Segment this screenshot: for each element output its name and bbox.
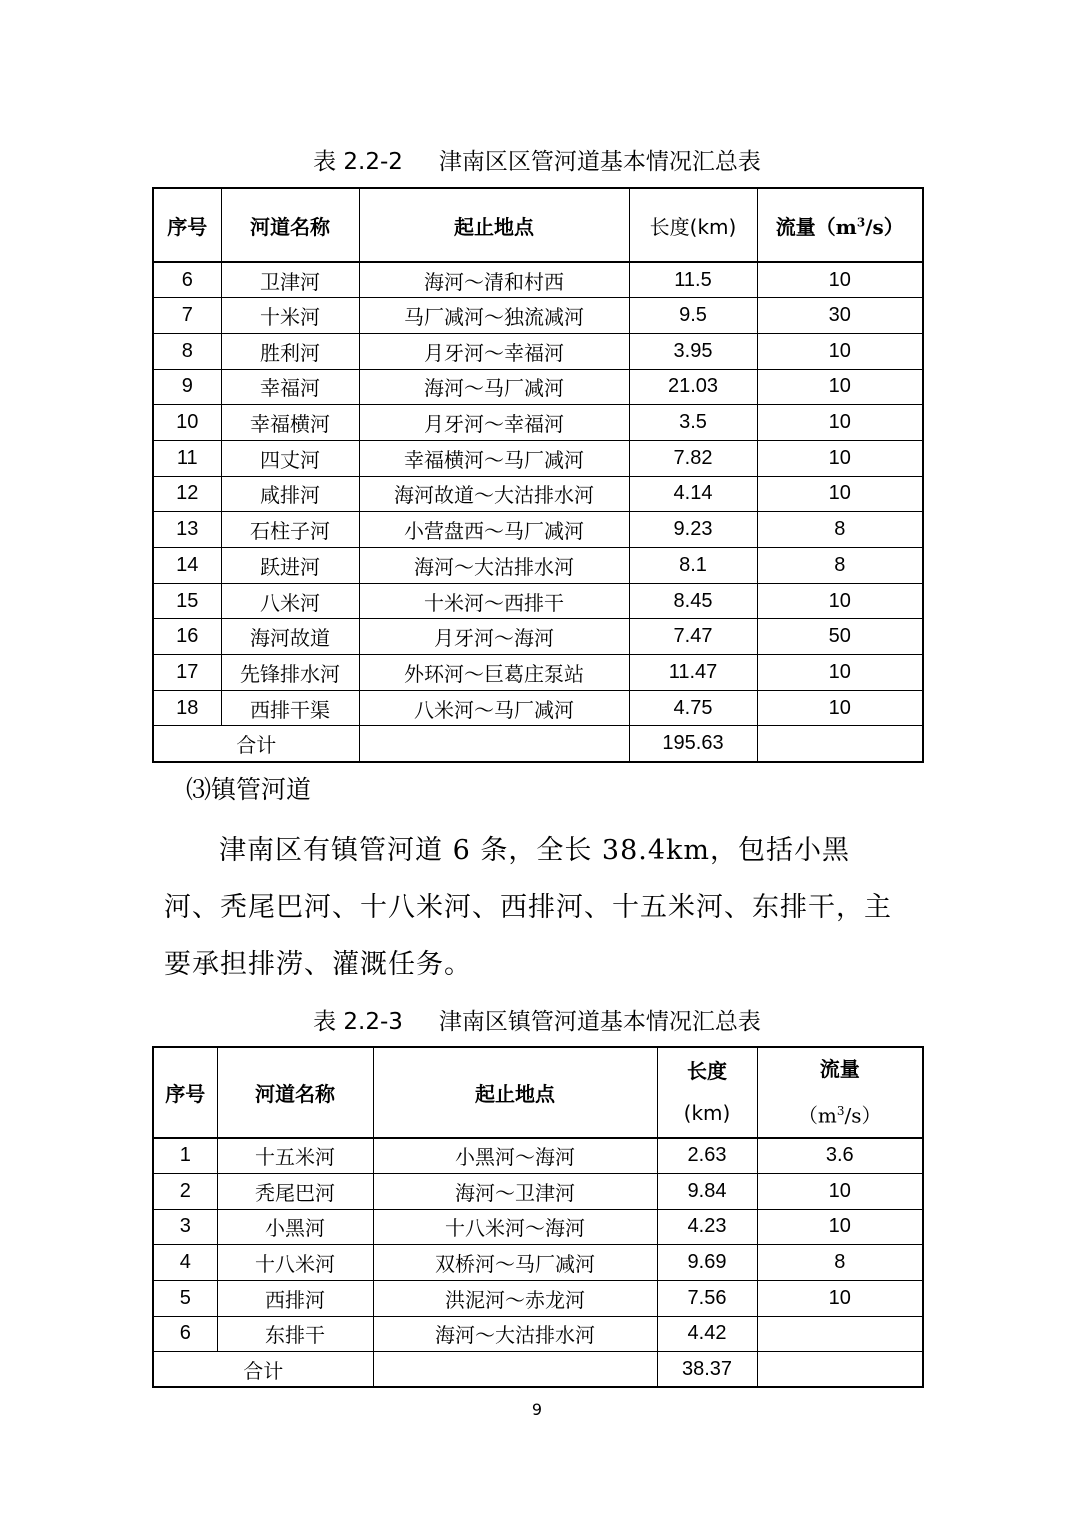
- cell-flow: 30: [757, 298, 923, 334]
- cell-route: 海河～大沽排水河: [359, 548, 629, 584]
- total-row: [153, 726, 923, 762]
- table-row: [153, 1173, 923, 1209]
- cell-no: 7: [153, 298, 221, 334]
- header-length: 长度 (km): [657, 1047, 757, 1138]
- table-row: [153, 1280, 923, 1316]
- cell-name: 胜利河: [221, 333, 359, 369]
- table1-header-row: [153, 188, 923, 262]
- cell-no: 16: [153, 619, 221, 655]
- header-name: 河道名称: [217, 1047, 373, 1138]
- cell-name: 东排干: [217, 1316, 373, 1352]
- page-number: 9: [531, 1400, 543, 1419]
- table-row: [153, 405, 923, 441]
- table-row: [153, 1138, 923, 1174]
- cell-no: 8: [153, 333, 221, 369]
- total-flow: [757, 726, 923, 762]
- cell-name: 十米河: [221, 298, 359, 334]
- cell-route: 海河～卫津河: [373, 1173, 657, 1209]
- cell-flow: 10: [757, 262, 923, 298]
- cell-route: 海河～马厂减河: [359, 369, 629, 405]
- table-row: [153, 476, 923, 512]
- cell-name: 卫津河: [221, 262, 359, 298]
- cell-route: 月牙河～幸福河: [359, 333, 629, 369]
- cell-name: 跃进河: [221, 548, 359, 584]
- cell-flow: 10: [757, 1173, 923, 1209]
- cell-flow: 10: [757, 440, 923, 476]
- cell-length: 3.95: [629, 333, 757, 369]
- cell-flow: 10: [757, 690, 923, 726]
- cell-length: 9.5: [629, 298, 757, 334]
- table-row: [153, 298, 923, 334]
- table1-caption: [0, 143, 1074, 176]
- cell-no: 5: [153, 1280, 217, 1316]
- table1-caption-title: 津南区区管河道基本情况汇总表: [438, 149, 761, 175]
- table-row: [153, 369, 923, 405]
- cell-length: 4.42: [657, 1316, 757, 1352]
- cell-route: 洪泥河～赤龙河: [373, 1280, 657, 1316]
- header-length: 长度(km): [629, 188, 757, 262]
- cell-length: 3.5: [629, 405, 757, 441]
- cell-name: 咸排河: [221, 476, 359, 512]
- cell-flow: 8: [757, 548, 923, 584]
- cell-length: 21.03: [629, 369, 757, 405]
- cell-no: 6: [153, 1316, 217, 1352]
- cell-length: 9.69: [657, 1245, 757, 1281]
- cell-route: 幸福横河～马厂减河: [359, 440, 629, 476]
- cell-route: 十米河～西排干: [359, 583, 629, 619]
- cell-route: 外环河～巨葛庄泵站: [359, 655, 629, 691]
- table2: [152, 1046, 924, 1388]
- cell-name: 小黑河: [217, 1209, 373, 1245]
- cell-name: 十五米河: [217, 1138, 373, 1174]
- cell-route: 月牙河～海河: [359, 619, 629, 655]
- cell-route: 十八米河～海河: [373, 1209, 657, 1245]
- table-row: [153, 512, 923, 548]
- cell-no: 1: [153, 1138, 217, 1174]
- header-flow: 流量$(m^3/s)$: [757, 188, 923, 262]
- table2-header-row: [153, 1047, 923, 1138]
- cell-flow: 8: [757, 512, 923, 548]
- cell-flow: 8: [757, 1245, 923, 1281]
- total-row: [153, 1352, 923, 1388]
- header-route: 起止地点: [373, 1047, 657, 1138]
- header-name: 河道名称: [221, 188, 359, 262]
- cell-length: 4.23: [657, 1209, 757, 1245]
- total-flow: [757, 1352, 923, 1388]
- table2-caption: [0, 1003, 1074, 1036]
- cell-flow: 10: [757, 333, 923, 369]
- cell-route: 马厂减河～独流减河: [359, 298, 629, 334]
- cell-name: 石柱子河: [221, 512, 359, 548]
- table1: [152, 187, 924, 763]
- cell-flow: 50: [757, 619, 923, 655]
- cell-flow: 10: [757, 405, 923, 441]
- cell-route: 小营盘西～马厂减河: [359, 512, 629, 548]
- cell-no: 18: [153, 690, 221, 726]
- cell-flow: 10: [757, 476, 923, 512]
- cell-flow: 10: [757, 655, 923, 691]
- cell-length: 11.47: [629, 655, 757, 691]
- cell-name: 海河故道: [221, 619, 359, 655]
- total-label: 合计: [153, 1352, 373, 1388]
- table-row: [153, 1316, 923, 1352]
- cell-route: 小黑河～海河: [373, 1138, 657, 1174]
- cell-no: 3: [153, 1209, 217, 1245]
- table-row: [153, 619, 923, 655]
- cell-no: 4: [153, 1245, 217, 1281]
- header-flow: 流量 $(m^3/s)$: [757, 1047, 923, 1138]
- cell-name: 先锋排水河: [221, 655, 359, 691]
- cell-flow: 3.6: [757, 1138, 923, 1174]
- cell-length: 4.14: [629, 476, 757, 512]
- cell-flow: [757, 1316, 923, 1352]
- table-row: [153, 690, 923, 726]
- table1-caption-number: 表 2.2-2: [313, 149, 403, 175]
- cell-length: 8.45: [629, 583, 757, 619]
- cell-length: 2.63: [657, 1138, 757, 1174]
- cell-length: 7.82: [629, 440, 757, 476]
- cell-name: 四丈河: [221, 440, 359, 476]
- cell-no: 6: [153, 262, 221, 298]
- header-no: 序号: [153, 1047, 217, 1138]
- cell-flow: 10: [757, 1209, 923, 1245]
- cell-route: 海河～清和村西: [359, 262, 629, 298]
- cell-name: 西排干渠: [221, 690, 359, 726]
- cell-length: 8.1: [629, 548, 757, 584]
- cell-route: 海河故道～大沽排水河: [359, 476, 629, 512]
- cell-no: 9: [153, 369, 221, 405]
- cell-length: 9.23: [629, 512, 757, 548]
- table2-caption-number: 表 2.2-3: [313, 1009, 403, 1035]
- cell-no: 15: [153, 583, 221, 619]
- header-no: 序号: [153, 188, 221, 262]
- header-route: 起止地点: [359, 188, 629, 262]
- cell-no: 2: [153, 1173, 217, 1209]
- total-label: 合计: [153, 726, 359, 762]
- cell-no: 11: [153, 440, 221, 476]
- cell-route: 八米河～马厂减河: [359, 690, 629, 726]
- total-route: [359, 726, 629, 762]
- cell-length: 11.5: [629, 262, 757, 298]
- cell-name: 西排河: [217, 1280, 373, 1316]
- table2-caption-title: 津南区镇管河道基本情况汇总表: [438, 1009, 761, 1035]
- cell-no: 17: [153, 655, 221, 691]
- cell-route: 月牙河～幸福河: [359, 405, 629, 441]
- cell-length: 7.47: [629, 619, 757, 655]
- table-row: [153, 262, 923, 298]
- section-heading: ⑶镇管河道: [186, 775, 312, 804]
- cell-no: 10: [153, 405, 221, 441]
- table-row: [153, 333, 923, 369]
- table-row: [153, 1245, 923, 1281]
- cell-no: 12: [153, 476, 221, 512]
- cell-no: 14: [153, 548, 221, 584]
- cell-flow: 10: [757, 369, 923, 405]
- total-length: 195.63: [629, 726, 757, 762]
- cell-no: 13: [153, 512, 221, 548]
- cell-name: 秃尾巴河: [217, 1173, 373, 1209]
- table-row: [153, 655, 923, 691]
- cell-length: 7.56: [657, 1280, 757, 1316]
- cell-length: 9.84: [657, 1173, 757, 1209]
- cell-name: 幸福河: [221, 369, 359, 405]
- table-row: [153, 440, 923, 476]
- table-row: [153, 1209, 923, 1245]
- total-length: 38.37: [657, 1352, 757, 1388]
- cell-flow: 10: [757, 583, 923, 619]
- body-paragraph: 津南区有镇管河道 6 条，全长 38.4km，包括小黑河、秃尾巴河、十八米河、西排河、十五米河、东排干，主要承担排涝、灌溉任务。: [164, 835, 892, 980]
- total-route: [373, 1352, 657, 1388]
- cell-length: 4.75: [629, 690, 757, 726]
- table-row: [153, 583, 923, 619]
- cell-flow: 10: [757, 1280, 923, 1316]
- cell-name: 十八米河: [217, 1245, 373, 1281]
- cell-route: 海河～大沽排水河: [373, 1316, 657, 1352]
- cell-name: 幸福横河: [221, 405, 359, 441]
- table-row: [153, 548, 923, 584]
- cell-route: 双桥河～马厂减河: [373, 1245, 657, 1281]
- cell-name: 八米河: [221, 583, 359, 619]
